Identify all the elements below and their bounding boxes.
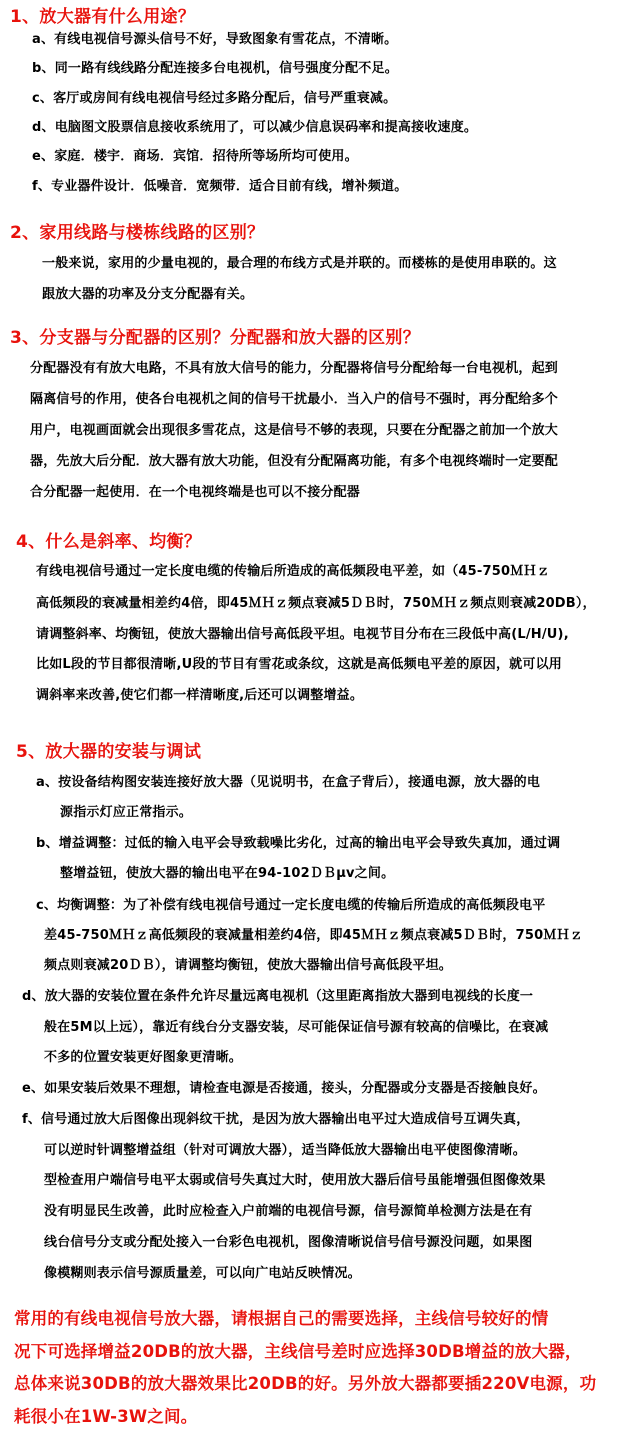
s4-line: 有线电视信号通过一定长度电缆的传输后所造成的高低频段电平差，如（45-750ＭＨｚ bbox=[36, 564, 550, 579]
s3-line: 用户，电视画面就会出现很多雪花点，这是信号不够的表现，只要在分配器之前加一个放大 bbox=[30, 423, 559, 438]
s5-line: c、均衡调整：为了补偿有线电视信号通过一定长度电缆的传输后所造成的高低频段电平 bbox=[36, 898, 546, 913]
s5-line: 整增益钮，使放大器的输出电平在94-102ＤＢμv之间。 bbox=[60, 866, 395, 881]
s1-item-c: c、客厅或房间有线电视信号经过多路分配后，信号严重衰减。 bbox=[32, 91, 397, 106]
s5-line: b、增益调整：过低的输入电平会导致载噪比劣化，过高的输出电平会导致失真加，通过调 bbox=[36, 836, 561, 851]
s4-line: 高低频段的衰减量相差约4倍，即45ＭＨｚ频点衰减5ＤＢ时，750ＭＨｚ频点则衰减20DB）， bbox=[36, 596, 596, 611]
section-2-title: 2、家用线路与楼栋线路的区别？ bbox=[10, 223, 265, 243]
s5-line: a、按设备结构图安装连接好放大器（见说明书，在盒子背后），接通电源，放大器的电 bbox=[36, 775, 541, 790]
s5-line: f、信号通过放大后图像出现斜纹干扰，是因为放大器输出电平过大造成信号互调失真， bbox=[22, 1112, 530, 1127]
s1-item-f: f、专业器件设计．低噪音．宽频带．适合目前有线，增补频道。 bbox=[32, 179, 408, 194]
s5-line: e、如果安装后效果不理想，请检查电源是否接通，接头，分配器或分支器是否接触良好。 bbox=[22, 1081, 546, 1096]
closing-line: 耗很小在1W-3W之间。 bbox=[14, 1407, 198, 1426]
s3-line: 器，先放大后分配．放大器有放大功能，但没有分配隔离功能，有多个电视终端时一定要配 bbox=[30, 454, 559, 469]
s1-item-a: a、有线电视信号源头信号不好，导致图象有雪花点，不清晰。 bbox=[32, 32, 398, 47]
s2-line: 跟放大器的功率及分支分配器有关。 bbox=[42, 287, 254, 302]
s5-line: 频点则衰减20ＤＢ），请调整均衡钮，使放大器输出信号高低段平坦。 bbox=[44, 958, 452, 973]
section-1-title: 1、放大器有什么用途？ bbox=[10, 7, 196, 27]
closing-line: 况下可选择增益20DB的放大器，主线信号差时应选择30DB增益的放大器， bbox=[14, 1342, 582, 1361]
s5-line: 没有明显民生改善，此时应检查入户前端的电视信号源，信号源简单检测方法是在有 bbox=[44, 1204, 533, 1219]
section-5-title: 5、放大器的安装与调试 bbox=[16, 742, 202, 762]
s5-line: 差45-750ＭＨｚ高低频段的衰减量相差约4倍，即45ＭＨｚ频点衰减5ＤＢ时，750ＭＨｚ bbox=[44, 928, 583, 943]
s4-line: 请调整斜率、均衡钮，使放大器输出信号高低段平坦。电视节目分布在三段低中高(L/H/U), bbox=[36, 627, 569, 642]
section-4-title: 4、什么是斜率、均衡？ bbox=[16, 532, 202, 552]
s1-item-d: d、电脑图文股票信息接收系统用了，可以减少信息误码率和提高接收速度。 bbox=[32, 120, 478, 135]
s3-line: 合分配器一起使用．在一个电视终端是也可以不接分配器 bbox=[30, 485, 361, 500]
closing-line: 总体来说30DB的放大器效果比20DB的好。另外放大器都要插220V电源，功 bbox=[14, 1374, 597, 1393]
s5-line: 可以逆时针调整增益组（针对可调放大器），适当降低放大器输出电平使图像清晰。 bbox=[44, 1143, 526, 1158]
s5-line: 源指示灯应正常指示。 bbox=[60, 805, 193, 820]
s3-line: 隔离信号的作用，使各台电视机之间的信号干扰最小．当入户的信号不强时，再分配给多个 bbox=[30, 392, 559, 407]
s1-item-e: e、家庭．楼宇．商场．宾馆．招待所等场所均可使用。 bbox=[32, 149, 358, 164]
s5-line: 线台信号分支或分配处接入一台彩色电视机，图像清晰说信号信号源没问题，如果图 bbox=[44, 1235, 533, 1250]
s5-line: 像模糊则表示信号源质量差，可以向广电站反映情况。 bbox=[44, 1266, 361, 1281]
s5-line: d、放大器的安装位置在条件允许尽量远离电视机（这里距离指放大器到电视线的长度一 bbox=[22, 989, 534, 1004]
s1-item-b: b、同一路有线线路分配连接多台电视机，信号强度分配不足。 bbox=[32, 61, 398, 76]
s2-line: 一般来说，家用的少量电视的，最合理的布线方式是并联的。而楼栋的是使用串联的。这 bbox=[42, 256, 557, 271]
section-3-title: 3、分支器与分配器的区别？分配器和放大器的区别？ bbox=[10, 328, 421, 348]
closing-line: 常用的有线电视信号放大器，请根据自己的需要选择，主线信号较好的情 bbox=[14, 1309, 549, 1328]
s4-line: 比如L段的节目都很清晰,U段的节目有雪花或条纹，这就是高低频电平差的原因，就可以用 bbox=[36, 657, 562, 672]
s3-line: 分配器没有有放大电路，不具有放大信号的能力，分配器将信号分配给每一台电视机，起到 bbox=[30, 361, 559, 376]
s5-line: 不多的位置安装更好图象更清晰。 bbox=[44, 1050, 243, 1065]
s5-line: 般在5M以上远），靠近有线台分支器安装，尽可能保证信号源有较高的信噪比，在衰减 bbox=[44, 1020, 549, 1035]
s4-line: 调斜率来改善,使它们都一样清晰度,后还可以调整增益。 bbox=[36, 688, 364, 703]
s5-line: 型检查用户端信号电平太弱或信号失真过大时，使用放大器后信号虽能增强但图像效果 bbox=[44, 1173, 546, 1188]
